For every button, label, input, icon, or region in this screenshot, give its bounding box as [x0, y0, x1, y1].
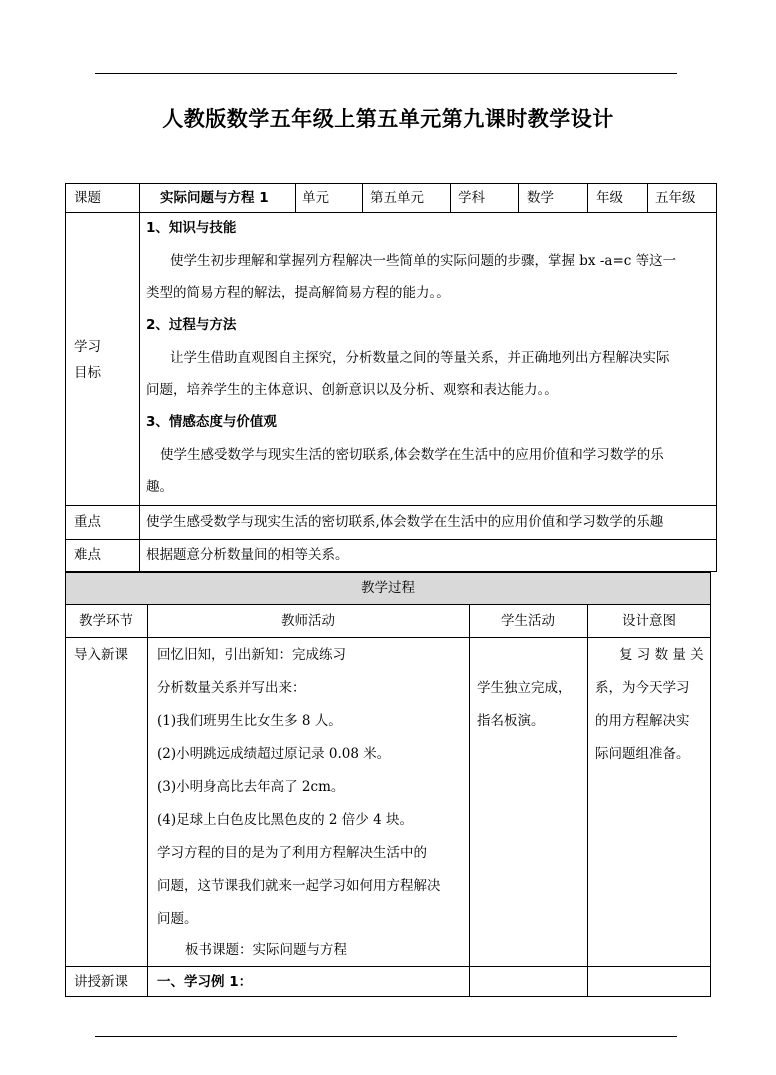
- student-activity-line: 学生独立完成，: [477, 680, 572, 696]
- teacher-line: 学习方程的目的是为了利用方程解决生活中的: [157, 845, 427, 861]
- teacher-line: 分析数量关系并写出来：: [157, 680, 306, 696]
- design-intent-line: 复 习 数 量 关: [619, 647, 704, 663]
- page-title: 人教版数学五年级上第五单元第九课时教学设计: [162, 107, 614, 131]
- col-stage-header: 教学环节: [79, 613, 133, 629]
- objective-heading-process: 2、过程与方法: [146, 317, 237, 333]
- table1-col-divider: [362, 183, 363, 212]
- difficulty-label: 难点: [74, 547, 101, 563]
- objective-text: 使学生初步理解和掌握列方程解决一些简单的实际问题的步骤，掌握 bx -a=c 等这一: [170, 253, 677, 269]
- student-activity-line: 指名板演。: [477, 713, 545, 729]
- key-point-label: 重点: [74, 514, 101, 530]
- table2-col-divider: [587, 604, 588, 997]
- objectives-label-line2: 目标: [74, 365, 101, 381]
- col-student-header: 学生活动: [501, 613, 555, 629]
- table1-row-divider: [65, 539, 717, 540]
- teacher-line: (2)小明跳远成绩超过原记录 0.08 米。: [157, 746, 391, 762]
- table1-col-divider: [647, 183, 648, 212]
- objective-text: 趣。: [146, 479, 173, 495]
- col-intent-header: 设计意图: [622, 613, 676, 629]
- table2-col-divider: [469, 604, 470, 997]
- table1-col-divider: [450, 183, 451, 212]
- row1-stage: 导入新课: [74, 647, 128, 663]
- table1-row-divider: [65, 505, 717, 506]
- objective-text: 问题，培养学生的主体意识、创新意识以及分析、观察和表达能力。。: [146, 382, 558, 398]
- design-intent-line: 际问题组准备。: [595, 746, 690, 762]
- objective-text: 让学生借助直观图自主探究，分析数量之间的等量关系，并正确地列出方程解决实际: [170, 350, 670, 366]
- design-intent-line: 系，为今天学习: [595, 680, 690, 696]
- unit-label: 单元: [302, 190, 329, 206]
- row2-stage: 讲授新课: [74, 974, 128, 990]
- teacher-line: 回忆旧知，引出新知：完成练习: [157, 647, 346, 663]
- table2-col-divider: [147, 604, 148, 997]
- teacher-line: (1)我们班男生比女生多 8 人。: [157, 713, 342, 729]
- process-banner: 教学过程: [361, 580, 415, 596]
- subject-value: 数学: [527, 190, 554, 206]
- teacher-line: 板书课题：实际问题与方程: [185, 942, 347, 958]
- subject-label: 学科: [458, 190, 485, 206]
- table1-col-divider: [295, 183, 296, 212]
- design-intent-line: 的用方程解决实: [595, 713, 690, 729]
- row2-teacher: 一、学习例 1：: [157, 974, 253, 990]
- table2-row-divider: [65, 637, 711, 638]
- teacher-line: 问题，这节课我们就来一起学习如何用方程解决: [157, 878, 441, 894]
- col-teacher-header: 教师活动: [281, 613, 335, 629]
- objective-heading-knowledge: 1、知识与技能: [146, 220, 237, 236]
- grade-value: 五年级: [655, 190, 696, 206]
- table1-row-divider: [65, 212, 717, 213]
- grade-label: 年级: [596, 190, 623, 206]
- objective-text: 类型的简易方程的解法，提高解简易方程的能力。。: [146, 285, 450, 301]
- teacher-line: 问题。: [157, 911, 198, 927]
- table1-col-divider: [518, 183, 519, 212]
- objective-heading-attitude: 3、情感态度与价值观: [146, 414, 277, 430]
- key-point-text: 使学生感受数学与现实生活的密切联系,体会数学在生活中的应用价值和学习数学的乐趣: [146, 514, 664, 530]
- table1-col-divider: [139, 183, 140, 572]
- teacher-line: (3)小明身高比去年高了 2cm。: [157, 779, 345, 795]
- table2-row-divider: [65, 604, 711, 605]
- table1-col-divider: [587, 183, 588, 212]
- objectives-label-line1: 学习: [74, 339, 101, 355]
- difficulty-text: 根据题意分析数量间的相等关系。: [146, 547, 349, 563]
- objective-text: 使学生感受数学与现实生活的密切联系,体会数学在生活中的应用价值和学习数学的乐: [160, 447, 664, 463]
- unit-value: 第五单元: [370, 190, 424, 206]
- table2-row-divider: [65, 966, 711, 967]
- header-rule: [95, 73, 677, 74]
- lesson-label: 课题: [74, 190, 101, 206]
- lesson-value: 实际问题与方程 1: [160, 190, 269, 206]
- footer-rule: [95, 1036, 677, 1037]
- teacher-line: (4)足球上白色皮比黑色皮的 2 倍少 4 块。: [157, 812, 413, 828]
